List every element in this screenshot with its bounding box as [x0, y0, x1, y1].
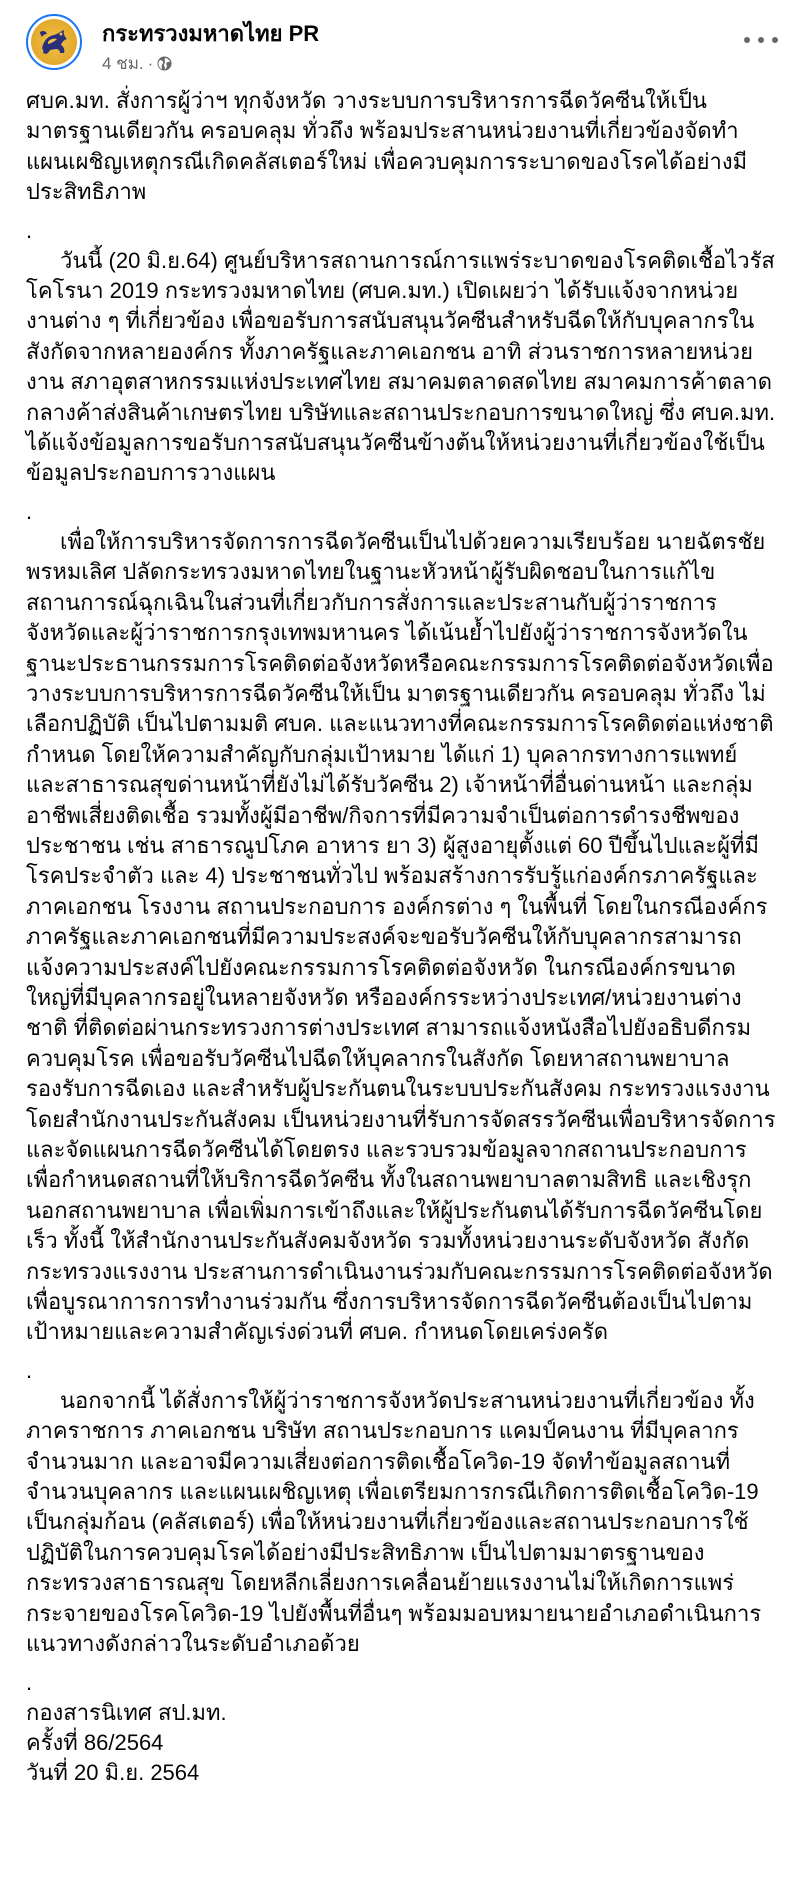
- signature-issue-number: ครั้งที่ 86/2564: [26, 1729, 164, 1755]
- post-meta: [102, 50, 172, 77]
- signature-office: กองสารนิเทศ สป.มท.: [26, 1699, 227, 1725]
- separator-dot: .: [26, 217, 33, 243]
- post-body: [0, 86, 800, 1789]
- more-options-icon-dot: [758, 37, 764, 43]
- signature-date: วันที่ 20 มิ.ย. 2564: [26, 1760, 200, 1786]
- globe-icon[interactable]: [157, 56, 172, 71]
- post-header: [0, 0, 800, 80]
- more-options-icon: [744, 37, 750, 43]
- avatar[interactable]: [26, 14, 82, 70]
- paragraph-2: เพื่อให้การบริหารจัดการการฉีดวัคซีนเป็นไปด้วยความเรียบร้อย นายฉัตรชัย พรหมเลิศ ปลัดกระทรวงมหาดไทยในฐานะหัวหน้าผู้รับผิดชอบในการแก้ไขสถานการณ์ฉุกเฉินในส่วนที่เกี่ยวกับการสั่งการและประสานกับผู้ว่าราชการจังหวัดและผู้ว่าราชการกรุงเทพมหานคร ได้เน้นย้ำไปยังผู้ว่าราชการจังหวัดในฐานะประธานกรรมการโรคติดต่อจังหวัดหรือคณะกรรมการโรคติดต่อจังหวัดเพื่อวางระบบการบริหารการฉีดวัคซีนให้เป็น มาตรฐานเดียวกัน ครอบคลุม ทั่วถึง ไม่เลือกปฏิบัติ เป็นไปตามมติ ศบค. และแนวทางที่คณะกรรมการโรคติดต่อแห่งชาติกำหนด โดยให้ความสำคัญกับกลุ่มเป้าหมาย ได้แก่ 1) บุคลากรทางการแพทย์และสาธารณสุขด่านหน้าที่ยังไม่ได้รับวัคซีน 2) เจ้าหน้าที่อื่นด่านหน้า และกลุ่มอาชีพเสี่ยงติดเชื้อ รวมทั้งผู้มีอาชีพ/กิจการที่มีความจำเป็นต่อการดำรงชีพของประชาชน เช่น สาธารณูปโภค อาหาร ยา 3) ผู้สูงอายุตั้งแต่ 60 ปีขึ้นไปและผู้ที่มีโรคประจำตัว และ 4) ประชาชนทั่วไป พร้อมสร้างการรับรู้แก่องค์กรภาครัฐและภาคเอกชน โรงงาน สถานประกอบการ องค์กรต่าง ๆ ในพื้นที่ โดยในกรณีองค์กรภาครัฐและภาคเอกชนที่มีความประสงค์จะขอรับวัคซีนให้กับบุคลากรสามารถแจ้งความประสงค์ไปยังคณะกรรมการโรคติดต่อจังหวัด ในกรณีองค์กรขนาดใหญ่ที่มีบุคลากรอยู่ในหลายจังหวัด หรือองค์กรระหว่างประเทศ/หน่วยงานต่างชาติ ที่ติดต่อผ่านกระทรวงการต่างประเทศ สามารถแจ้งหนังสือไปยังอธิบดีกรมควบคุมโรค เพื่อขอรับวัคซีนไปฉีดให้บุคลากรในสังกัด โดยหาสถานพยาบาลรองรับการฉีดเอง และสำหรับผู้ประกันตนในระบบประกันสังคม กระทรวงแรงงานโดยสำนักงานประกันสังคม เป็นหน่วยงานที่รับการจัดสรรวัคซีนเพื่อบริหารจัดการและจัดแผนการฉีดวัคซีนได้โดยตรง และรวบรวมข้อมูลจากสถานประกอบการเพื่อกำหนดสถานที่ให้บริการฉีดวัคซีน ทั้งในสถานพยาบาลตามสิทธิ และเชิงรุกนอกสถานพยาบาล เพื่อเพิ่มการเข้าถึงและให้ผู้ประกันตนได้รับการฉีดวัคซีนโดยเร็ว ทั้งนี้ ให้สำนักงานประกันสังคมจังหวัด รวมทั้งหน่วยงานระดับจังหวัด สังกัดกระทรวงแรงงาน ประสานการดำเนินงานร่วมกับคณะกรรมการโรคติดต่อจังหวัดเพื่อบูรณาการการทำงานร่วมกัน ซึ่งการบริหารจัดการฉีดวัคซีนต้องเป็นไปตามเป้าหมายและความสำคัญเร่งด่วนที่ ศบค. กำหนดโดยเคร่งครัด: [26, 528, 776, 1345]
- more-options-icon-dot: [772, 37, 778, 43]
- paragraph-1: วันนี้ (20 มิ.ย.64) ศูนย์บริหารสถานการณ์การแพร่ระบาดของโรคติดเชื้อไวรัสโคโรนา 2019 กระทรวงมหาดไทย (ศบค.มท.) เปิดเผยว่า ได้รับแจ้งจากหน่วยงานต่าง ๆ ที่เกี่ยวข้อง เพื่อขอรับการสนับสนุนวัคซีนสำหรับฉีดให้กับบุคลากรในสังกัดจากหลายองค์กร ทั้งภาครัฐและภาคเอกชน อาทิ ส่วนราชการหลายหน่วยงาน สภาอุตสาหกรรมแห่งประเทศไทย สมาคมตลาดสดไทย สมาคมการค้าตลาดกลางค้าส่งสินค้าเกษตรไทย บริษัทและสถานประกอบการขนาดใหญ่ ซึ่ง ศบค.มท. ได้แจ้งข้อมูลการขอรับการสนับสนุนวัคซีนข้างต้นให้หน่วยงานที่เกี่ยวข้องใช้เป็นข้อมูลประกอบการวางแผน: [26, 247, 776, 486]
- page-name-link[interactable]: กระทรวงมหาดไทย PR: [102, 21, 320, 46]
- post-timestamp[interactable]: 4 ชม.: [102, 54, 144, 73]
- separator-dot: .: [26, 498, 33, 524]
- separator-dot: .: [26, 1357, 33, 1383]
- paragraph-3: นอกจากนี้ ได้สั่งการให้ผู้ว่าราชการจังหวัดประสานหน่วยงานที่เกี่ยวข้อง ทั้งภาคราชการ ภาคเอกชน บริษัท สถานประกอบการ แคมป์คนงาน ที่มีบุคลากรจำนวนมาก และอาจมีความเสี่ยงต่อการติดเชื้อโควิด-19 จัดทำข้อมูลสถานที่ จำนวนบุคลากร และแผนเผชิญเหตุ เพื่อเตรียมการกรณีเกิดการติดเชื้อโควิด-19 เป็นกลุ่มก้อน (คลัสเตอร์) เพื่อให้หน่วยงานที่เกี่ยวข้องและสถานประกอบการใช้ปฏิบัติในการควบคุมโรคได้อย่างมีประสิทธิภาพ เป็นไปตามมาตรฐานของกระทรวงสาธารณสุข โดยหลีกเลี่ยงการเคลื่อนย้ายแรงงานไม่ให้เกิดการแพร่กระจายของโรคโควิด-19 ไปยังพื้นที่อื่นๆ พร้อมมอบหมายนายอำเภอดำเนินการแนวทางดังกล่าวในระดับอำเภอด้วย: [26, 1387, 762, 1657]
- ministry-of-interior-seal-icon: [31, 19, 77, 65]
- more-options-button[interactable]: [744, 30, 778, 50]
- post-headline: ศบค.มท. สั่งการผู้ว่าฯ ทุกจังหวัด วางระบบการบริหารการฉีดวัคซีนให้เป็นมาตรฐานเดียวกัน ครอบคลุม ทั่วถึง พร้อมประสานหน่วยงานที่เกี่ยวข้องจัดทำแผนเผชิญเหตุกรณีเกิดคลัสเตอร์ใหม่ เพื่อควบคุมการระบาดของโรคได้อย่างมีประสิทธิภาพ: [26, 88, 748, 205]
- press-signature: [26, 1698, 776, 1789]
- meta-separator: ·: [147, 53, 154, 73]
- separator-dot: .: [26, 1669, 33, 1695]
